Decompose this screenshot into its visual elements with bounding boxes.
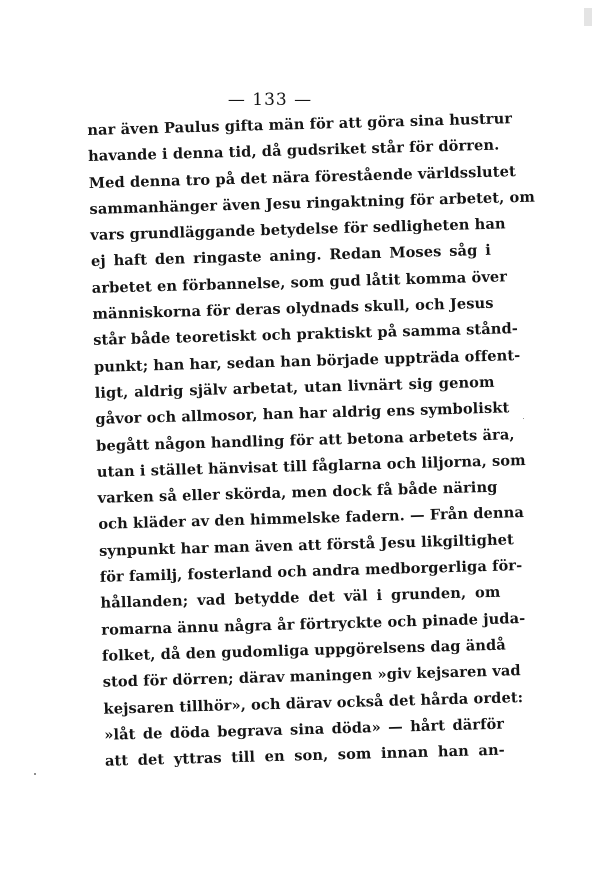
- text-line: kejsaren tillhör», och därav också det hårda ordet:: [103, 688, 524, 718]
- text-line: att det yttras till en son, som innan han an-: [104, 741, 506, 770]
- page-edge-shadow: [584, 8, 592, 26]
- body-text: [87, 107, 536, 775]
- text-line: människorna för deras olydnads skull, och Jesus: [92, 294, 494, 323]
- text-line: hållanden; vad betydde det väl i grunden, om: [100, 583, 501, 613]
- text-line: gåvor och allmosor, han har aldrig ens symboliskt: [95, 399, 510, 429]
- text-line: och kläder av den himmelske fadern. — Från denna: [98, 504, 525, 534]
- text-line: arbetet en förbannelse, som gud låtit komma över: [91, 268, 508, 297]
- text-line: ligt, aldrig själv arbetat, utan livnärt sig genom: [94, 373, 495, 402]
- text-line: stod för dörren; därav maningen »giv kejsaren vad: [102, 662, 521, 692]
- text-line: Med denna tro på det nära förestående världsslutet: [88, 162, 517, 192]
- text-line: begått någon handling för att betona arbetets ära,: [95, 425, 515, 455]
- text-line: ej haft den ringaste aning. Redan Moses såg i: [90, 242, 492, 271]
- text-line: varken så eller skörda, men dock få både näring: [97, 478, 498, 508]
- text-line: sammanhänger även Jesu ringaktning för arbetet, om: [89, 188, 536, 218]
- text-line: folket, då den gudomliga uppgörelsens dag ändå: [101, 636, 507, 665]
- text-line: synpunkt har man även att förstå Jesu likgiltighet: [98, 530, 515, 560]
- dust-speck: [523, 418, 524, 419]
- text-line: romarna ännu några år förtryckte och pinade juda-: [101, 609, 526, 639]
- text-line: för familj, fosterland och andra medborgerliga för-: [99, 557, 523, 586]
- text-line: punkt; han har, sedan han började uppträda offent-: [93, 346, 521, 376]
- text-line: »låt de döda begrava sina döda» — hårt därför: [103, 715, 505, 744]
- text-line: utan i stället hänvisat till fåglarna och liljorna, som: [96, 451, 526, 481]
- text-line: står både teoretiskt och praktiskt på samma stånd-: [92, 320, 519, 350]
- text-line: nar även Paulus gifta män för att göra sina hustrur: [87, 110, 513, 139]
- text-line: vars grundläggande betydelse för sedligheten han: [90, 215, 506, 245]
- page-number: — 133 —: [227, 90, 313, 110]
- text-line: havande i denna tid, då gudsriket står för dörren.: [87, 136, 500, 166]
- dust-speck: [34, 773, 36, 775]
